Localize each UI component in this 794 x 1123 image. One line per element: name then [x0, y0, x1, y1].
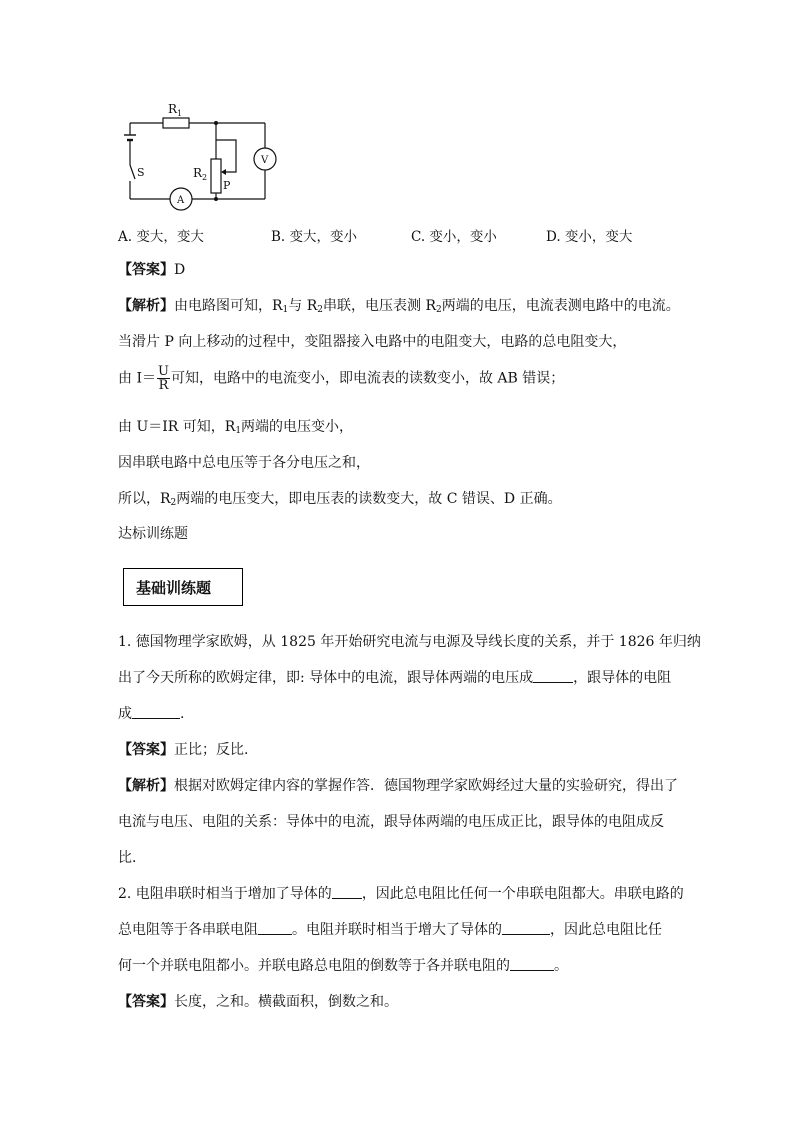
label-s: S [137, 166, 145, 179]
blank-3 [332, 886, 362, 899]
q0-analysis-line-3: 由 I＝ $\frac{U}{R}$ 可知，电路中的电流变小，即电流表的读数变小，故 AB 错误； [118, 364, 565, 393]
fraction-u-over-r: $\frac{U}{R}$ [157, 364, 169, 393]
q2-answer: 【答案】长度，之和。横截面积，倒数之和。 [118, 994, 398, 1010]
slider-arrow [221, 169, 226, 175]
q1-line-2: 出了今天所称的欧姆定律，即: 导体中的电流，跟导体两端的电压成 ，跟导体的电阻 [118, 670, 672, 686]
q1-analysis-line-1: 【解析】根据对欧姆定律内容的掌握作答．德国物理学家欧姆经过大量的实验研究，得出了 [118, 778, 678, 794]
q0-analysis-line-6: 所以，$R_2$两端的电压变大，即电压表的读数变大，故 C 错误、D 正确。 [118, 491, 562, 508]
option-c: C. 变小，变小 [411, 229, 497, 245]
q0-analysis-line-1: 【解析】由电路图可知，$R_1$与 $R_2$串联，电压表测 $R_2$两端的电压，电流表测电路中的电流。 [118, 298, 680, 315]
junction-top [214, 121, 218, 125]
junction-bottom [214, 197, 218, 201]
label-a: A [177, 195, 185, 206]
resistor-r2 [211, 159, 221, 193]
q1-analysis-line-3: 比． [118, 850, 146, 866]
q1-line-1: 1. 德国物理学家欧姆，从 1825 年开始研究电流与电源及导线长度的关系，并于 1826 年归纳 [118, 634, 701, 650]
q1-analysis-line-2: 电流与电压、电阻的关系：导体中的电流，跟导体两端的电压成正比，跟导体的电阻成反 [118, 814, 664, 830]
blank-6 [510, 958, 554, 971]
resistor-r1 [163, 118, 189, 128]
q0-analysis-line-5: 因串联电路中总电压等于各分电压之和， [118, 455, 370, 471]
q2-line-2: 总电阻等于各串联电阻 。电阻并联时相当于增大了导体的 ，因此总电阻比任 [118, 922, 662, 938]
q0-analysis-line-4: 由 U＝IR 可知，$R_1$两端的电压变小， [118, 419, 354, 436]
q2-line-3: 何一个并联电阻都小。并联电路总电阻的倒数等于各并联电阻的 。 [118, 958, 568, 974]
blank-5 [502, 922, 550, 935]
box-title: 基础训练题 [136, 579, 212, 597]
circuit-diagram [115, 95, 285, 215]
q0-answer: 【答案】D [118, 262, 186, 278]
q1-line-3: 成 . [118, 706, 185, 722]
option-a: A. 变大，变大 [118, 229, 204, 245]
blank-4 [258, 922, 292, 935]
label-p: P [223, 179, 231, 192]
label-r1: $R_1$ [168, 102, 183, 118]
blank-2 [132, 706, 180, 719]
slider-wire [216, 140, 236, 172]
label-r2: $R_2$ [193, 166, 208, 182]
option-b: B. 变大，变小 [271, 229, 358, 245]
switch-blade [130, 165, 135, 179]
section-title: 达标训练题 [118, 526, 188, 542]
q2-line-1: 2. 电阻串联时相当于增加了导体的 ，因此总电阻比任何一个串联电阻都大。串联电路的 [118, 886, 684, 902]
label-v: V [261, 155, 269, 166]
blank-1 [533, 670, 573, 683]
q0-analysis-line-2: 当滑片 P 向上移动的过程中，变阻器接入电路中的电阻变大，电路的总电阻变大， [118, 334, 627, 350]
basic-training-box [123, 568, 243, 606]
q1-answer: 【答案】正比；反比. [118, 742, 249, 758]
option-d: D. 变小，变大 [546, 229, 633, 245]
